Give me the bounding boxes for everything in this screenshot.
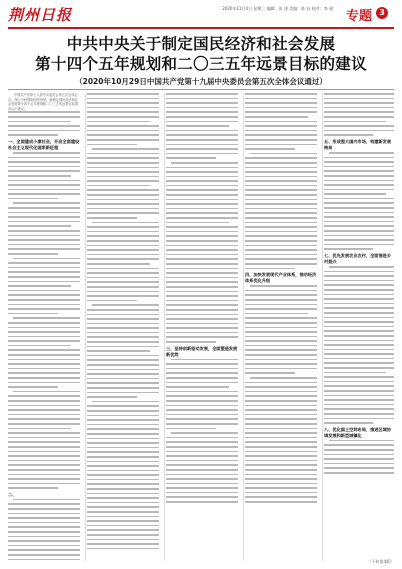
newspaper-logo: 荆州日报 (8, 6, 73, 24)
section-heading: 八、优化国土空间布局，推进区域协调发展和新型城镇化 (324, 426, 392, 438)
headline-rule (8, 89, 394, 90)
article-column-3 (166, 93, 238, 561)
section-heading: 一、全面建成小康社会，开启全面建设社会主义现代化国家新征程 (8, 138, 80, 150)
section-title: 专题 (345, 9, 372, 24)
section-heading: 五、形成强大国内市场，构建新发展格局 (324, 138, 392, 150)
section-heading: 四、加快发展现代产业体系，推动经济体系优化升级 (245, 272, 317, 284)
section-heading: 二、 (8, 491, 17, 497)
article-intro: 中国共产党第十九届中央委员会第五次全体会议，深入分析国际国内形势，就制定国民经济和社会发展第十四个五年规划和二〇三五年远景目标提出以下建议。 (8, 93, 79, 111)
subheadline: （2020年10月29日中国共产党第十九届中央委员会第五次全体会议通过） (75, 77, 327, 86)
page-number-badge: 3 (376, 7, 388, 19)
masthead (8, 4, 394, 26)
article-column-1 (8, 93, 80, 561)
section-heading: 七、优先发展农业农村，全面推进乡村振兴 (324, 253, 392, 264)
masthead-rule (8, 27, 394, 29)
article-columns (8, 93, 394, 561)
issue-meta: 2020年11月4日 星期三 编辑：张 建 美编：陈 珏 校对：李 刚 (222, 6, 333, 11)
headline-line-1: 中共中央关于制定国民经济和社会发展 (66, 35, 336, 53)
headline (0, 34, 402, 74)
article-column-2 (87, 93, 159, 561)
article-column-4 (245, 93, 317, 561)
article-column-5 (324, 93, 394, 561)
headline-line-2: 第十四个五年规划和二〇三五年远景目标的建议 (35, 55, 367, 73)
section-heading: 三、坚持创新驱动发展，全面塑造发展新优势 (166, 345, 238, 357)
continued-note: （下转第4版） (367, 559, 394, 564)
